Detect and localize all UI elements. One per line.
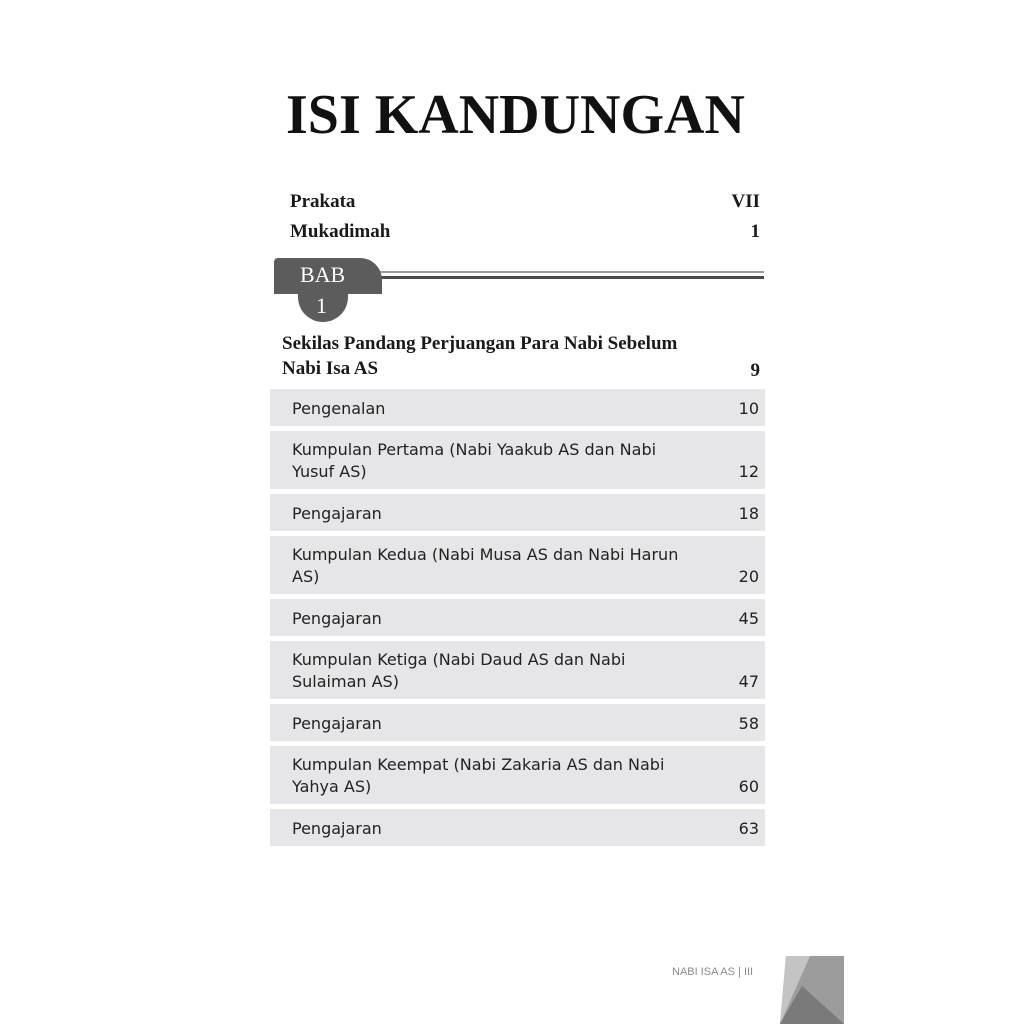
divider-line-thin (372, 271, 764, 273)
chapter-header-divider (272, 258, 766, 322)
toc-entry[interactable] (270, 599, 765, 636)
toc-entry-page: 18 (738, 504, 759, 523)
toc-entry-page: 12 (738, 462, 759, 481)
toc-entry-label: Kumpulan Ketiga (Nabi Daud AS dan Nabi Sulaiman AS) (292, 650, 626, 691)
toc-entry-label: Pengajaran (292, 714, 382, 733)
toc-entry-label: Pengajaran (292, 504, 382, 523)
toc-list (270, 389, 765, 851)
toc-front-matter-prakata[interactable] (290, 190, 760, 214)
toc-entry[interactable] (270, 536, 765, 594)
toc-entry-page: 47 (738, 672, 759, 691)
running-footer: NABI ISA AS | III (672, 966, 754, 978)
toc-entry-page: 1 (750, 221, 760, 242)
toc-entry[interactable] (270, 704, 765, 741)
page-title: ISI KANDUNGAN (286, 84, 745, 146)
toc-entry[interactable] (270, 641, 765, 699)
toc-entry-page: 45 (738, 609, 759, 628)
toc-entry[interactable] (270, 389, 765, 426)
toc-entry-page: 20 (738, 567, 759, 586)
toc-entry-page: 58 (738, 714, 759, 733)
chapter-title[interactable]: Sekilas Pandang Perjuangan Para Nabi Sebelum Nabi Isa AS (282, 333, 678, 379)
toc-entry-page: VII (731, 191, 760, 212)
toc-entry-label: Kumpulan Keempat (Nabi Zakaria AS dan Nabi Yahya AS) (292, 755, 665, 796)
toc-entry-label: Kumpulan Kedua (Nabi Musa AS dan Nabi Harun AS) (292, 545, 679, 586)
toc-entry-label: Pengajaran (292, 819, 382, 838)
toc-entry-page: 63 (738, 819, 759, 838)
toc-entry-label: Kumpulan Pertama (Nabi Yaakub AS dan Nabi Yusuf AS) (292, 440, 657, 481)
toc-entry[interactable] (270, 494, 765, 531)
bab-number: 1 (316, 293, 327, 318)
divider-line-thick (372, 276, 764, 279)
bab-label: BAB (300, 262, 346, 287)
toc-entry-label: Prakata (290, 191, 356, 212)
page-curl-icon (780, 956, 844, 1024)
toc-entry-page: 60 (738, 777, 759, 796)
chapter-page-number: 9 (750, 360, 760, 381)
toc-entry-label: Pengajaran (292, 609, 382, 628)
toc-entry-label: Mukadimah (290, 221, 391, 242)
toc-front-matter-mukadimah[interactable] (290, 220, 760, 244)
toc-entry[interactable] (270, 431, 765, 489)
toc-entry[interactable] (270, 809, 765, 846)
toc-entry[interactable] (270, 746, 765, 804)
toc-entry-page: 10 (738, 399, 759, 418)
toc-entry-label: Pengenalan (292, 399, 386, 418)
